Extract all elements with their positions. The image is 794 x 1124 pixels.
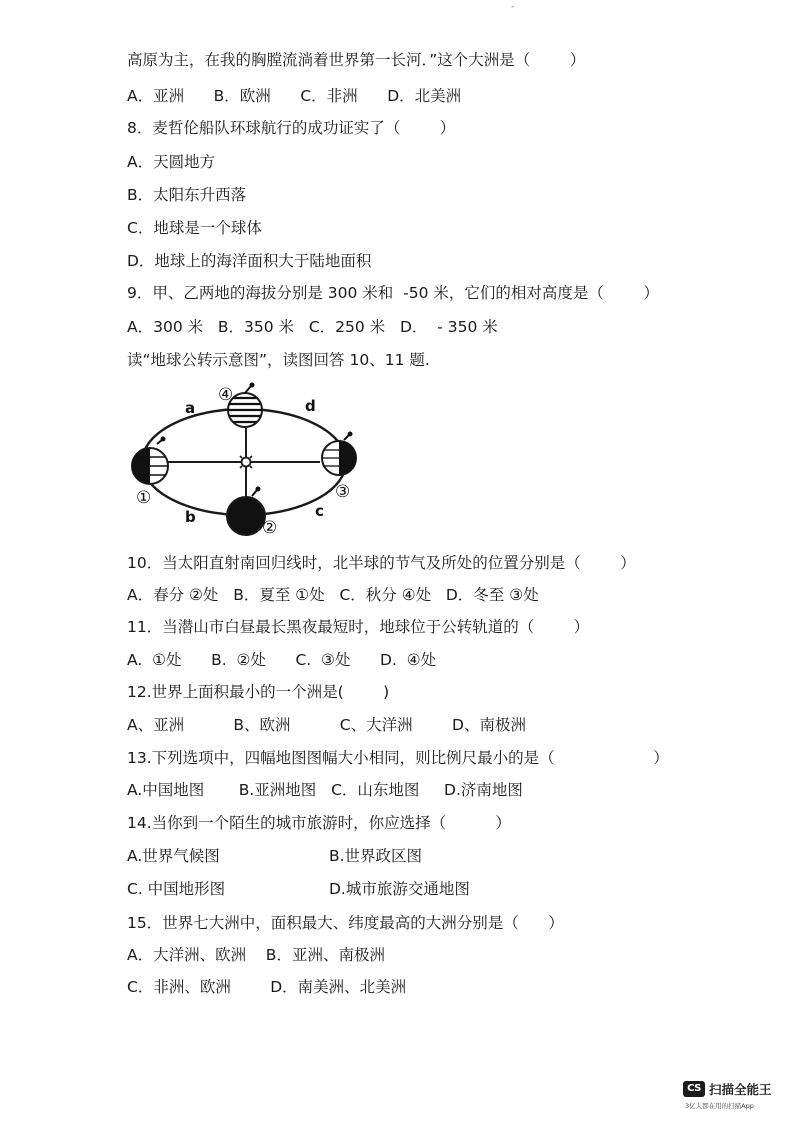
q14-option-b: B.世界政区图	[329, 847, 423, 865]
q8-option-d: D．地球上的海洋面积大于陆地面积	[127, 252, 372, 270]
q7-options: A．亚洲 B．欧洲 C．非洲 D．北美洲	[127, 87, 462, 105]
q14-option-a: A.世界气候图	[127, 847, 220, 865]
q15-options-row2: C．非洲、欧洲 D．南美洲、北美洲	[127, 978, 407, 996]
q10-options: A．春分 ②处 B．夏至 ①处 C．秋分 ④处 D．冬至 ③处	[127, 586, 539, 604]
watermark-subtitle: 3亿人都在用的扫描App	[685, 1102, 754, 1110]
q10-stem: 10．当太阳直射南回归线时，北半球的节气及所处的位置分别是（ ）	[127, 554, 636, 572]
diagram-instruction: 读“地球公转示意图”，读图回答 10、11 题.	[127, 351, 430, 369]
position-label-2: ②	[262, 518, 278, 538]
q8-option-b: B．太阳东升西落	[127, 186, 247, 204]
q13-options: A.中国地图 B.亚洲地图 C．山东地图 D.济南地图	[127, 781, 523, 799]
earth-revolution-diagram	[120, 380, 380, 545]
watermark-name: 扫描全能王	[709, 1082, 772, 1097]
earth-position-1	[132, 437, 168, 485]
camscanner-logo-icon: CS	[683, 1081, 705, 1097]
q14-option-c: C. 中国地形图	[127, 880, 226, 898]
q9-options: A．300 米 B．350 米 C．250 米 D． - 350 米	[127, 318, 498, 336]
q14-stem: 14.当你到一个陌生的城市旅游时，你应选择（ ）	[127, 814, 511, 832]
q8-option-c: C．地球是一个球体	[127, 219, 262, 237]
q15-options-row1: A．大洋洲、欧洲 B．亚洲、南极洲	[127, 946, 385, 964]
scan-mark: -	[511, 2, 515, 12]
segment-label-a: a	[185, 399, 196, 417]
q12-stem: 12.世界上面积最小的一个洲是( )	[127, 683, 390, 701]
q13-stem: 13.下列选项中，四幅地图图幅大小相同，则比例尺最小的是（ ）	[127, 749, 669, 767]
position-label-1: ①	[136, 488, 152, 508]
earth-position-3	[322, 432, 356, 476]
position-label-3: ③	[335, 482, 351, 502]
q11-options: A. ①处 B. ②处 C. ③处 D. ④处	[127, 651, 437, 669]
segment-label-c: c	[315, 502, 324, 520]
q12-options: A、亚洲 B、欧洲 C、大洋洲 D、南极洲	[127, 716, 526, 734]
q8-stem: 8．麦哲伦船队环球航行的成功证实了（ ）	[127, 119, 456, 137]
q11-stem: 11．当潜山市白昼最长黑夜最短时，地球位于公转轨道的（ ）	[127, 618, 590, 636]
scanner-watermark	[683, 1080, 772, 1098]
position-label-4: ④	[218, 385, 234, 405]
q8-option-a: A．天圆地方	[127, 153, 216, 171]
q7-stem-tail: 高原为主，在我的胸膛流淌着世界第一长河．”这个大洲是（ ）	[127, 51, 586, 69]
sun-icon	[237, 453, 255, 471]
q14-option-d: D.城市旅游交通地图	[329, 880, 470, 898]
q9-stem: 9．甲、乙两地的海拔分别是 300 米和 -50 米，它们的相对高度是（ ）	[127, 284, 659, 302]
segment-label-d: d	[305, 397, 316, 415]
segment-label-b: b	[185, 508, 196, 526]
q15-stem: 15．世界七大洲中，面积最大、纬度最高的大洲分别是（ ）	[127, 914, 564, 932]
